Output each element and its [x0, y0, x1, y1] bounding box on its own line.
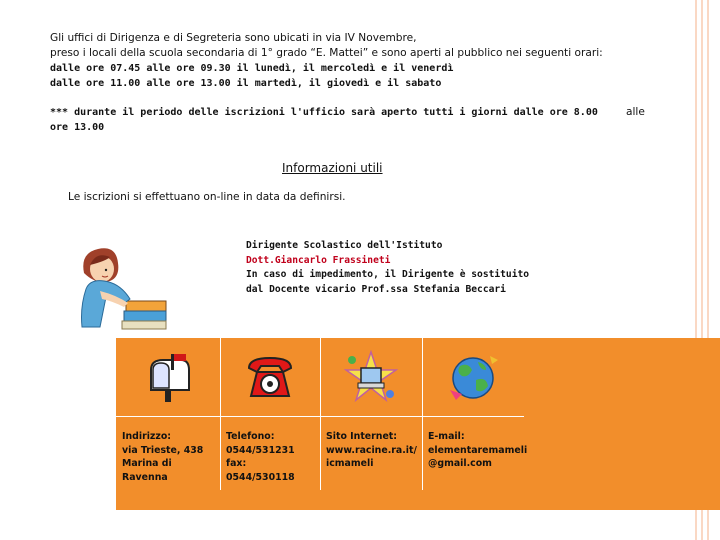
address-city-1: Marina di: [122, 458, 172, 469]
website-label: Sito Internet:: [326, 431, 398, 442]
phone-label: Telefono:: [226, 431, 275, 442]
signature-name: Dott.Giancarlo Frassineti: [246, 254, 391, 266]
note-line-1: *** durante il periodo delle iscrizioni l'ufficio sarà aperto tutti i giorni dalle ore 8.00: [50, 107, 598, 118]
signature-line-4: dal Docente vicario Prof.ssa Stefania Beccari: [246, 283, 506, 295]
signature-block: [246, 239, 529, 297]
contact-address: [116, 338, 221, 490]
website-url-2: icmameli: [326, 458, 374, 469]
address-text: [122, 430, 203, 484]
contact-email: [422, 338, 528, 490]
office-hours: [50, 61, 453, 91]
globe-icon: [446, 350, 500, 404]
note-line-2: ore 13.00: [50, 122, 105, 133]
intro-line-1: Gli uffici di Dirigenza e di Segreteria sono ubicati in via IV Novembre,: [50, 32, 417, 44]
email-label: E-mail:: [428, 431, 465, 442]
info-heading: Informazioni utili: [282, 161, 383, 175]
telephone-icon: [243, 350, 297, 404]
contact-website: [320, 338, 423, 490]
email-text: [428, 430, 527, 471]
hours-line-2: dalle ore 11.00 alle ore 13.00 il martedì, il giovedì e il sabato: [50, 78, 442, 89]
girl-reading-illustration: [76, 243, 168, 333]
computer-network-icon: [344, 350, 398, 404]
contacts-table: [116, 338, 528, 490]
mailbox-icon: [141, 350, 195, 404]
phone-text: [226, 430, 295, 484]
signature-line-1: Dirigente Scolastico dell'Istituto: [246, 240, 443, 251]
intro-text: [50, 31, 603, 61]
email-address-2: @gmail.com: [428, 458, 492, 469]
website-url-1: www.racine.ra.it/: [326, 444, 417, 456]
note-alle: alle: [626, 106, 645, 118]
phone-number: 0544/531231: [226, 444, 295, 456]
address-city-2: Ravenna: [122, 471, 168, 483]
website-text: [326, 430, 417, 471]
enrollment-info: Le iscrizioni si effettuano on-line in data da definirsi.: [68, 191, 346, 203]
signature-line-3: In caso di impedimento, il Dirigente è sostituito: [246, 269, 530, 280]
enrollment-note: [50, 105, 598, 135]
email-address-1: elementaremameli: [428, 444, 528, 456]
intro-line-2: preso i locali della scuola secondaria di 1° grado “E. Mattei” e sono aperti al pubblico nei seguenti orari:: [50, 47, 603, 59]
address-label: Indirizzo:: [122, 431, 172, 442]
hours-line-1: dalle ore 07.45 alle ore 09.30 il lunedì, il mercoledì e il venerdì: [50, 63, 454, 74]
fax-label: fax:: [226, 458, 247, 469]
address-street: via Trieste, 438: [122, 444, 204, 456]
fax-number: 0544/530118: [226, 471, 295, 483]
contact-phone: [220, 338, 321, 490]
